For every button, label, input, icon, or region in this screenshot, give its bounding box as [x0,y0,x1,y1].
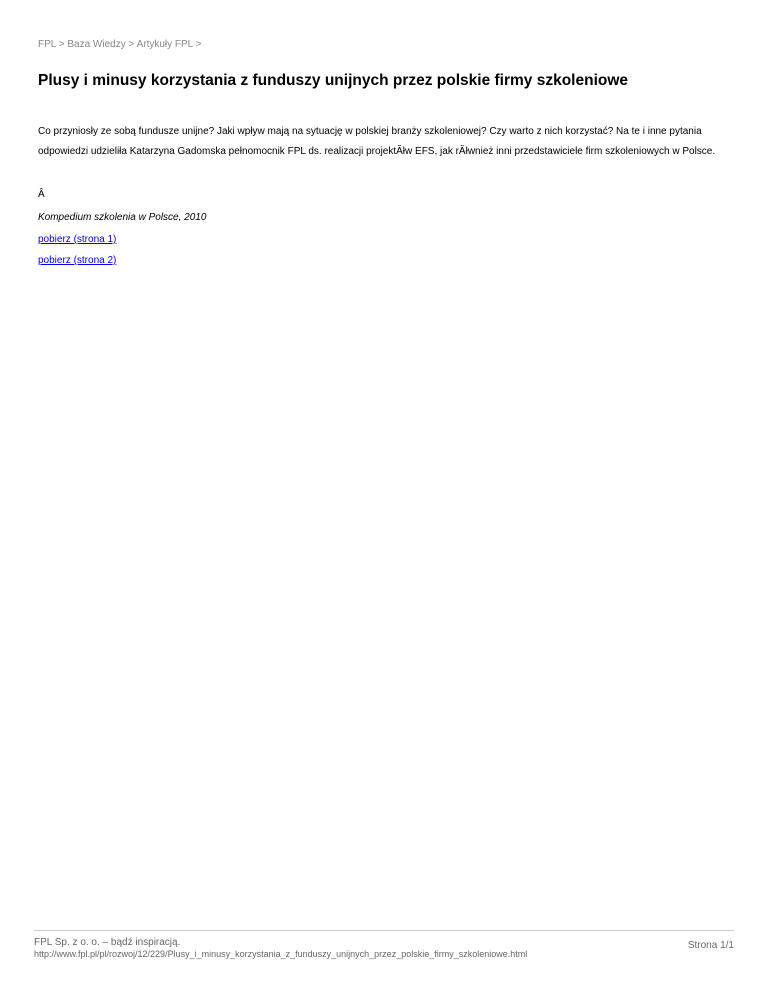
breadcrumb[interactable]: FPL > Baza Wiedzy > Artykuły FPL > [38,39,202,50]
stray-character: Â [38,189,45,200]
article-source: Kompedium szkolenia w Polsce, 2010 [38,212,207,223]
footer-page-number: Strona 1/1 [687,940,734,951]
footer-company: FPL Sp. z o. o. – bądź inspiracją. [34,937,181,948]
footer-divider [34,930,734,931]
page-title: Plusy i minusy korzystania z funduszy unijnych przez polskie firmy szkoleniowe [38,72,629,89]
download-link-page-1[interactable]: pobierz (strona 1) [38,234,117,245]
download-link-page-2[interactable]: pobierz (strona 2) [38,255,117,266]
article-intro: Co przyniosły ze sobą fundusze unijne? Jaki wpływ mają na sytuację w polskiej branży szkoleniowej? Czy warto z nich korzystać? Na te i inne pytania odpowiedzi udzieliła Katarzyna Gadomska pełnomocnik FPL ds. realizacji projektĂłw EFS, jak rĂłwnież inni przedstawiciele firm szkoleniowych w Polsce. [38,126,716,157]
footer-url: http://www.fpl.pl/pl/rozwoj/12/229/Plusy_i_minusy_korzystania_z_funduszy_unijnych_przez_polskie_firmy_szkoleniowe.html [34,949,528,959]
